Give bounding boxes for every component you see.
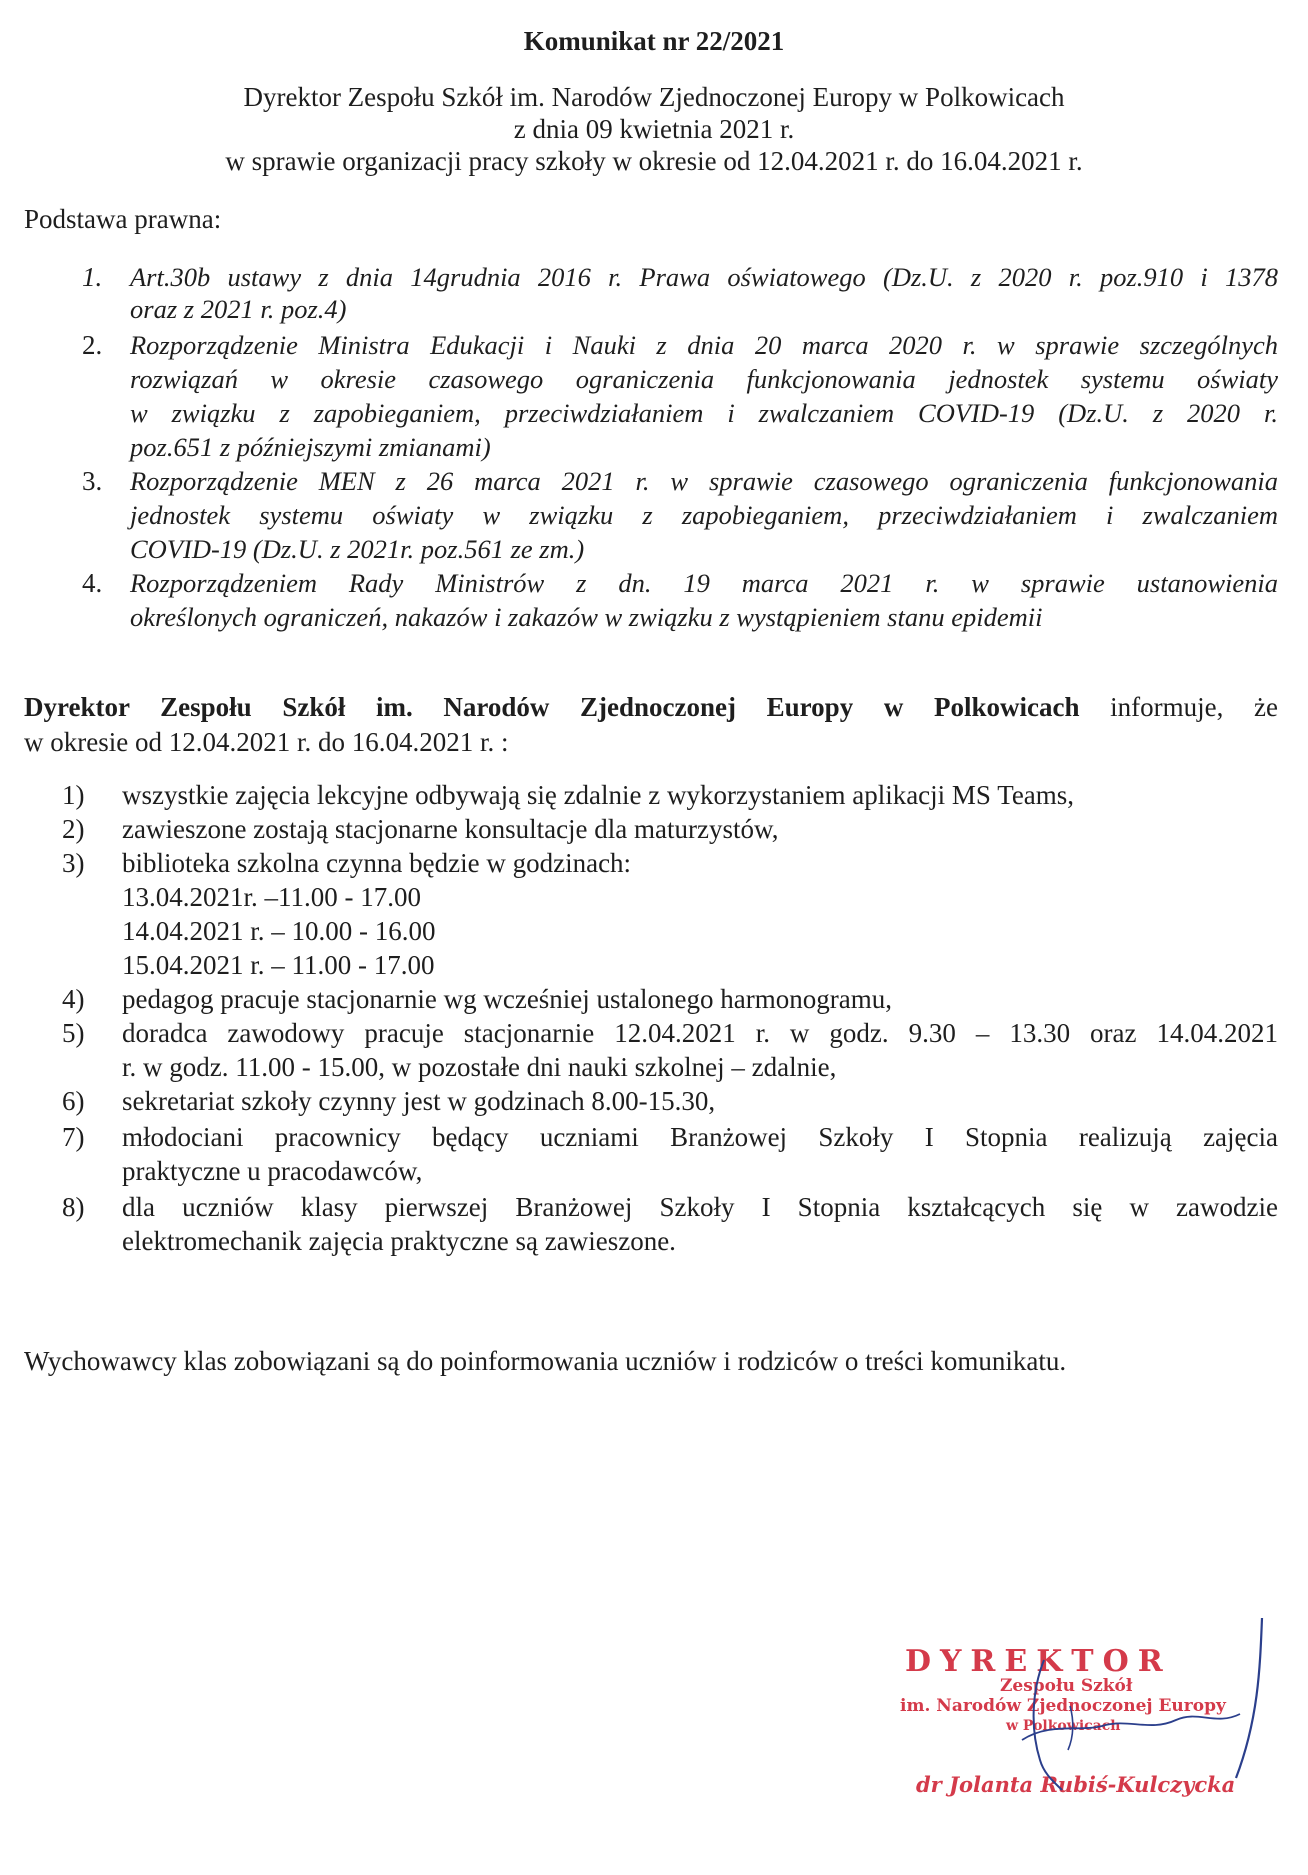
intro-line-1 [24,692,1278,723]
legal-item-line: w związku z zapobieganiem, przeciwdziałaniem i zwalczaniem COVID-19 (Dz.U. z 2020 r. [130,398,1278,428]
point-line: wszystkie zajęcia lekcyjne odbywają się zdalnie z wykorzystaniem aplikacji MS Teams, [122,780,1075,810]
legal-item-line: poz.651 z późniejszymi zmianami) [130,432,491,462]
point-line: sekretariat szkoły czynny jest w godzinach 8.00-15.30, [122,1086,716,1116]
header-line-3: w sprawie organizacji pracy szkoły w okresie od 12.04.2021 r. do 16.04.2021 r. [225,146,1083,176]
legal-item-line: określonych ograniczeń, nakazów i zakazów w związku z wystąpieniem stanu epidemii [130,602,1043,632]
point-line: doradca zawodowy pracuje stacjonarnie 12.04.2021 r. w godz. 9.30 – 13.30 oraz 14.04.2021 [122,1018,1278,1048]
document-title: Komunikat nr 22/2021 [523,26,785,56]
legal-item-number: 2. [82,330,103,360]
stamp-line-4: w Polkowicach [1006,1718,1121,1734]
point-line: młodociani pracownicy będący uczniami Branżowej Szkoły I Stopnia realizują zajęcia [122,1122,1278,1152]
stamp-line-3: im. Narodów Zjednoczonej Europy [900,1696,1226,1716]
point-line: r. w godz. 11.00 - 15.00, w pozostałe dni nauki szkolnej – zdalnie, [122,1052,837,1082]
legal-item-line: Art.30b ustawy z dnia 14grudnia 2016 r. Prawa oświatowego (Dz.U. z 2020 r. poz.910 i 1378 [130,262,1278,292]
intro-rest: informuje, że [1110,692,1278,722]
signature-icon [1010,1610,1280,1810]
legal-basis-heading: Podstawa prawna: [24,204,222,234]
point-line: dla uczniów klasy pierwszej Branżowej Szkoły I Stopnia kształcących się w zawodzie [122,1192,1278,1222]
closing-text: Wychowawcy klas zobowiązani są do poinformowania uczniów i rodziców o treści komunikatu. [24,1346,1067,1376]
point-number: 3) [62,848,85,878]
intro-bold: Dyrektor Zespołu Szkół im. Narodów Zjednoczonej Europy w Polkowicach [24,692,1080,722]
legal-item-number: 3. [82,466,103,496]
intro-line-2: w okresie od 12.04.2021 r. do 16.04.2021 r. : [24,727,509,757]
header-line-1: Dyrektor Zespołu Szkół im. Narodów Zjednoczonej Europy w Polkowicach [243,82,1065,112]
stamp-line-2: Zespołu Szkół [1000,1676,1133,1696]
stamp-name: dr Jolanta Rubiś-Kulczycka [916,1772,1236,1797]
point-number: 1) [62,780,85,810]
point-line: zawieszone zostają stacjonarne konsultacje dla maturzystów, [122,814,779,844]
point-number: 7) [62,1122,85,1152]
point-number: 4) [62,984,85,1014]
legal-item-line: Rozporządzenie MEN z 26 marca 2021 r. w sprawie czasowego ograniczenia funkcjonowania [130,466,1278,496]
point-number: 6) [62,1086,85,1116]
legal-item-line: oraz z 2021 r. poz.4) [130,294,347,324]
point-number: 2) [62,814,85,844]
legal-item-line: Rozporządzenie Ministra Edukacji i Nauki z dnia 20 marca 2020 r. w sprawie szczególnych [130,330,1278,360]
intro-paragraph [24,692,1278,758]
stamp-title: DYREKTOR [905,1644,1172,1679]
legal-item-line: jednostek systemu oświaty w związku z zapobieganiem, przeciwdziałaniem i zwalczaniem [130,500,1278,530]
point-line: 15.04.2021 r. – 11.00 - 17.00 [122,950,435,980]
point-number: 8) [62,1192,85,1222]
legal-item-line: rozwiązań w okresie czasowego ograniczenia funkcjonowania jednostek systemu oświaty [130,364,1278,394]
point-number: 5) [62,1018,85,1048]
legal-item-number: 1. [82,262,103,292]
legal-item-line: COVID-19 (Dz.U. z 2021r. poz.561 ze zm.) [130,534,585,564]
point-line: 14.04.2021 r. – 10.00 - 16.00 [122,916,436,946]
legal-item-line: Rozporządzeniem Rady Ministrów z dn. 19 marca 2021 r. w sprawie ustanowienia [130,568,1278,598]
legal-item-number: 4. [82,568,103,598]
header-line-2: z dnia 09 kwietnia 2021 r. [513,114,795,144]
point-line: 13.04.2021r. –11.00 - 17.00 [122,882,421,912]
point-line: biblioteka szkolna czynna będzie w godzinach: [122,848,632,878]
point-line: pedagog pracuje stacjonarnie wg wcześniej ustalonego harmonogramu, [122,984,892,1014]
point-line: elektromechanik zajęcia praktyczne są zawieszone. [122,1226,676,1256]
point-line: praktyczne u pracodawców, [122,1156,423,1186]
